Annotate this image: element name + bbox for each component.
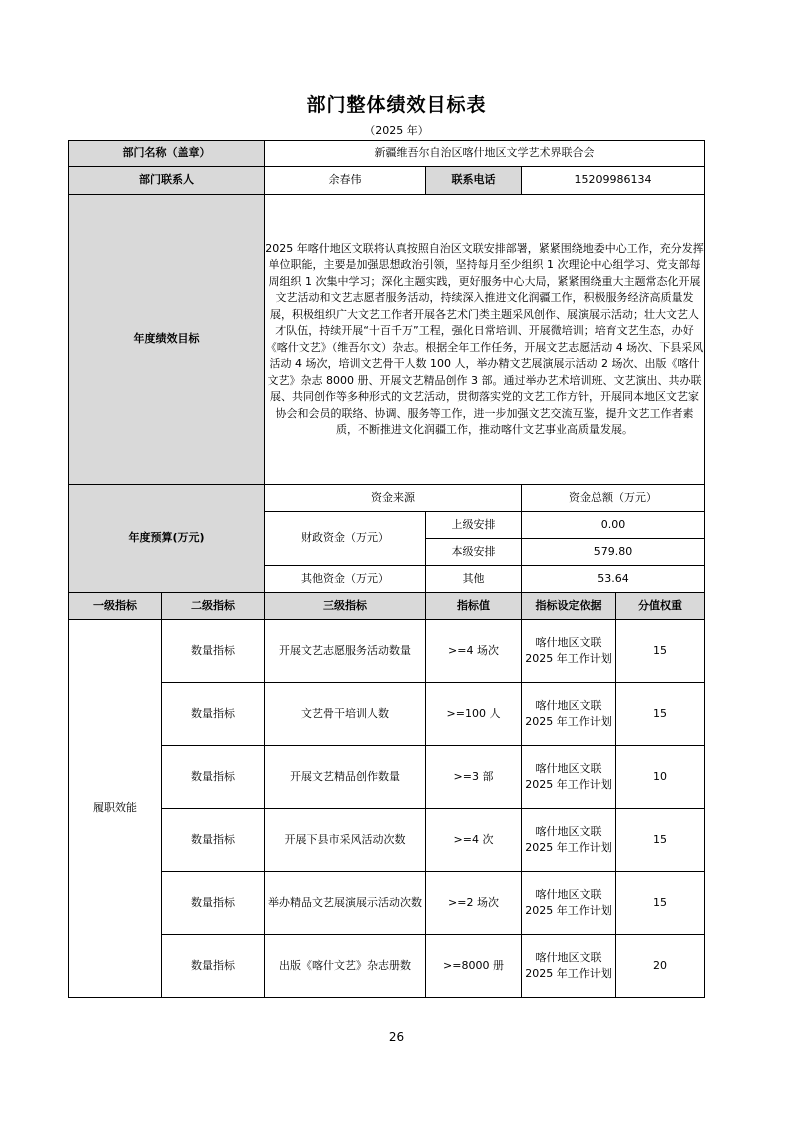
value-cell: >=4 次 xyxy=(426,809,522,872)
contact-label: 部门联系人 xyxy=(69,167,265,195)
weight-cell: 10 xyxy=(616,746,705,809)
level3-cell: 开展文艺志愿服务活动数量 xyxy=(265,620,426,683)
level3-cell: 开展文艺精品创作数量 xyxy=(265,746,426,809)
table-row xyxy=(69,809,705,872)
other-value: 53.64 xyxy=(522,566,705,593)
table-row xyxy=(69,620,705,683)
value-cell: >=3 部 xyxy=(426,746,522,809)
level3-cell: 文艺骨干培训人数 xyxy=(265,683,426,746)
header-weight: 分值权重 xyxy=(616,593,705,620)
basis-cell: 喀什地区文联 2025 年工作计划 xyxy=(522,746,616,809)
goal-text: 2025 年喀什地区文联将认真按照自治区文联安排部署，紧紧围绕地委中心工作，充分发挥单位职能，主要是加强思想政治引领，坚持每月至少组织 1 次理论中心组学习、党支部每周组织 1 次集中学习；深化主题实践，更好服务中心大局，紧紧围绕重大主题常态化开展文艺活动和文艺志愿者服务活动，持续深入推进文化润疆工作，积极服务经济高质量发展，积极组织广大文艺工作者开展各艺术门类主题采风创作、展演展示活动；壮大文艺人才队伍，持续开展“十百千万”工程，强化日常培训、开展微培训；培育文艺生态，办好《喀什文艺》（维吾尔文）杂志。根据全年工作任务，开展文艺志愿活动 4 场次、下县采风活动 4 场次，培训文艺骨干人数 100 人，举办精文艺展演展示活动 2 场次、出版《喀什文艺》杂志 8000 册、开展文艺精品创作 3 部。通过举办艺术培训班、文艺演出、共办联展、共同创作等多种形式的文艺活动，贯彻落实党的文艺工作方针，开展同本地区文艺家协会和会员的联络、协调、服务等工作，进一步加强文艺交流互鉴，提升文艺工作者素质，不断推进文化润疆工作，推动喀什文艺事业高质量发展。 xyxy=(265,195,705,485)
weight-cell: 15 xyxy=(616,872,705,935)
value-cell: >=8000 册 xyxy=(426,935,522,998)
year-label: （2025 年） xyxy=(364,124,429,137)
page-number: 26 xyxy=(388,1030,405,1044)
header-level3: 三级指标 xyxy=(265,593,426,620)
basis-cell: 喀什地区文联 2025 年工作计划 xyxy=(522,809,616,872)
level2-cell: 数量指标 xyxy=(162,809,265,872)
dept-name-value: 新疆维吾尔自治区喀什地区文学艺术界联合会 xyxy=(265,141,705,167)
table-row xyxy=(69,746,705,809)
header-level1: 一级指标 xyxy=(69,593,162,620)
level2-cell: 数量指标 xyxy=(162,746,265,809)
budget-source-header: 资金来源 xyxy=(265,485,522,512)
level3-cell: 举办精品文艺展演展示活动次数 xyxy=(265,872,426,935)
phone-value: 15209986134 xyxy=(522,167,705,195)
budget-total-header: 资金总额（万元） xyxy=(522,485,705,512)
value-cell: >=4 场次 xyxy=(426,620,522,683)
upper-value: 0.00 xyxy=(522,512,705,539)
header-value: 指标值 xyxy=(426,593,522,620)
table-row xyxy=(69,935,705,998)
level3-cell: 出版《喀什文艺》杂志册数 xyxy=(265,935,426,998)
dept-name-label: 部门名称（盖章） xyxy=(69,141,265,167)
basis-cell: 喀什地区文联 2025 年工作计划 xyxy=(522,683,616,746)
level1-cell: 履职效能 xyxy=(69,620,162,998)
indicator-header-row xyxy=(69,593,705,620)
value-cell: >=100 人 xyxy=(426,683,522,746)
table-row xyxy=(69,683,705,746)
header-basis: 指标设定依据 xyxy=(522,593,616,620)
basis-cell: 喀什地区文联 2025 年工作计划 xyxy=(522,935,616,998)
weight-cell: 15 xyxy=(616,620,705,683)
weight-cell: 15 xyxy=(616,683,705,746)
level2-cell: 数量指标 xyxy=(162,683,265,746)
value-cell: >=2 场次 xyxy=(426,872,522,935)
other-sub-label: 其他 xyxy=(426,566,522,593)
table-row xyxy=(69,872,705,935)
goal-label: 年度绩效目标 xyxy=(69,195,265,485)
page-title: 部门整体绩效目标表 xyxy=(306,94,487,116)
performance-table xyxy=(68,140,705,998)
upper-label: 上级安排 xyxy=(426,512,522,539)
level3-cell: 开展下县市采风活动次数 xyxy=(265,809,426,872)
level2-cell: 数量指标 xyxy=(162,872,265,935)
local-value: 579.80 xyxy=(522,539,705,566)
contact-value: 余春伟 xyxy=(265,167,426,195)
weight-cell: 20 xyxy=(616,935,705,998)
budget-label: 年度预算(万元) xyxy=(69,485,265,593)
basis-cell: 喀什地区文联 2025 年工作计划 xyxy=(522,620,616,683)
other-label: 其他资金（万元） xyxy=(265,566,426,593)
local-label: 本级安排 xyxy=(426,539,522,566)
level2-cell: 数量指标 xyxy=(162,935,265,998)
fiscal-label: 财政资金（万元） xyxy=(265,512,426,566)
header-level2: 二级指标 xyxy=(162,593,265,620)
basis-cell: 喀什地区文联 2025 年工作计划 xyxy=(522,872,616,935)
phone-label: 联系电话 xyxy=(426,167,522,195)
weight-cell: 15 xyxy=(616,809,705,872)
level2-cell: 数量指标 xyxy=(162,620,265,683)
